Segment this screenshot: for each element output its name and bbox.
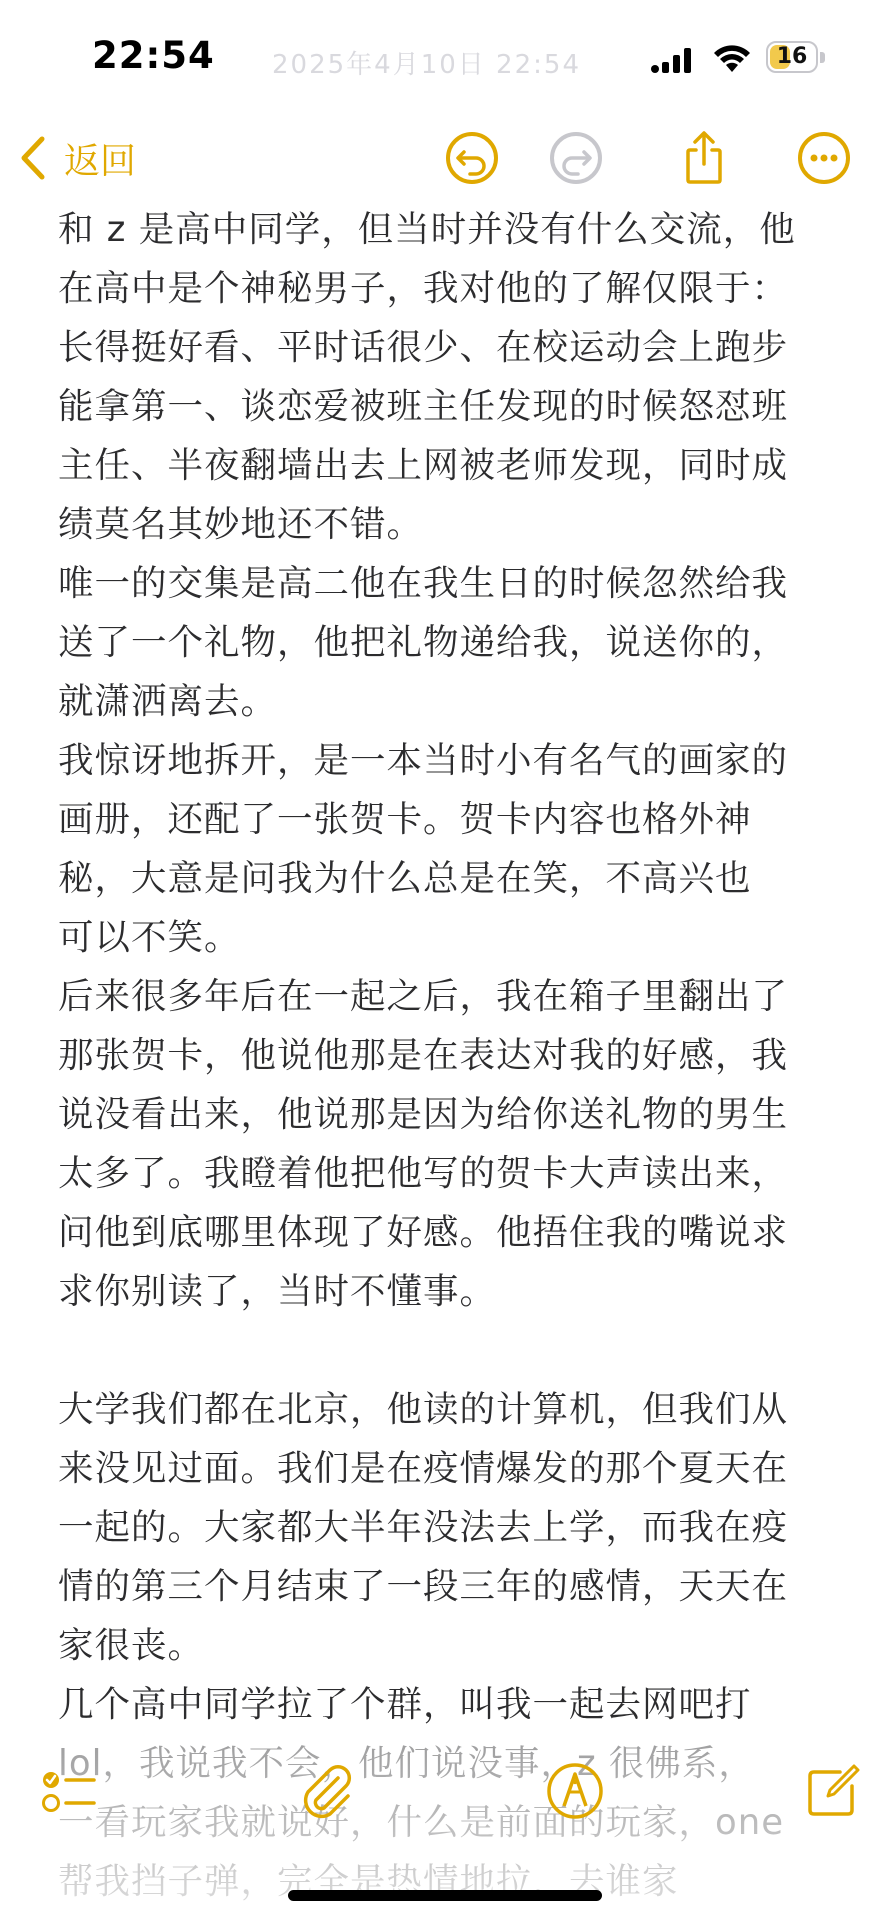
note-line: 就潇洒离去。 — [58, 681, 278, 722]
checklist-button[interactable] — [38, 1760, 100, 1822]
note-line — [58, 1321, 838, 1380]
status-bar — [0, 0, 887, 110]
redo-icon — [548, 130, 604, 186]
note-line: 在高中是个神秘男子，我对他的了解仅限于： — [58, 268, 789, 309]
paperclip-icon — [294, 1760, 356, 1822]
more-icon — [796, 130, 852, 186]
bottom-toolbar — [0, 1760, 887, 1830]
share-button[interactable] — [676, 130, 732, 186]
redo-button[interactable] — [548, 130, 604, 186]
note-line: 秘，大意是问我为什么总是在笑，不高兴也 — [58, 858, 752, 899]
note-line: 大学我们都在北京，他读的计算机，但我们从 — [58, 1389, 789, 1430]
note-line: 和 z 是高中同学，但当时并没有什么交流，他 — [58, 209, 796, 250]
back-button[interactable] — [16, 130, 136, 186]
note-line: 送了一个礼物，他把礼物递给我，说送你的， — [58, 622, 789, 663]
status-bar-background-text: 2025年4月10日 22:54 — [272, 50, 581, 80]
note-line: 绩莫名其妙地还不错。 — [58, 504, 424, 545]
attach-button[interactable] — [294, 1760, 356, 1822]
undo-button[interactable] — [444, 130, 500, 186]
chevron-left-icon — [16, 133, 50, 183]
navigation-bar — [0, 118, 887, 198]
note-line: 求你别读了，当时不懂事。 — [58, 1271, 497, 1312]
note-line: 家很丧。 — [58, 1625, 205, 1666]
compose-icon — [800, 1760, 862, 1822]
note-line: 说没看出来，他说那是因为给你送礼物的男生 — [58, 1094, 789, 1135]
markup-pen-icon — [544, 1760, 606, 1822]
battery-cap — [820, 52, 825, 63]
compose-button[interactable] — [800, 1760, 862, 1822]
share-icon — [676, 130, 732, 186]
more-button[interactable] — [796, 130, 852, 186]
undo-icon — [444, 130, 500, 186]
home-indicator[interactable] — [288, 1890, 602, 1901]
checklist-icon — [38, 1760, 100, 1822]
note-line: 那张贺卡，他说他那是在表达对我的好感，我 — [58, 1035, 789, 1076]
markup-button[interactable] — [544, 1760, 606, 1822]
note-line: 问他到底哪里体现了好感。他捂住我的嘴说求 — [58, 1212, 789, 1253]
battery-indicator — [766, 41, 828, 75]
battery-level: 16 — [776, 44, 808, 69]
note-line: 主任、半夜翻墙出去上网被老师发现，同时成 — [58, 445, 789, 486]
status-time: 22:54 — [92, 34, 215, 77]
note-line: 能拿第一、谈恋爱被班主任发现的时候怒怼班 — [58, 386, 789, 427]
note-line: 我惊讶地拆开，是一本当时小有名气的画家的 — [58, 740, 789, 781]
cellular-signal-icon — [650, 45, 696, 75]
note-line: 唯一的交集是高二他在我生日的时候忽然给我 — [58, 563, 789, 604]
note-line: 几个高中同学拉了个群，叫我一起去网吧打 — [58, 1684, 752, 1725]
note-line: 太多了。我瞪着他把他写的贺卡大声读出来， — [58, 1153, 789, 1194]
note-line: 后来很多年后在一起之后，我在箱子里翻出了 — [58, 976, 789, 1017]
note-line: 长得挺好看、平时话很少、在校运动会上跑步 — [58, 327, 789, 368]
note-line: 来没见过面。我们是在疫情爆发的那个夏天在 — [58, 1448, 789, 1489]
note-body[interactable] — [58, 200, 838, 1760]
back-label: 返回 — [64, 140, 137, 182]
note-line: 一起的。大家都大半年没法去上学，而我在疫 — [58, 1507, 789, 1548]
note-line: 画册，还配了一张贺卡。贺卡内容也格外神 — [58, 799, 752, 840]
note-line: 可以不笑。 — [58, 917, 241, 958]
wifi-icon — [712, 42, 752, 74]
note-line: 情的第三个月结束了一段三年的感情，天天在 — [58, 1566, 789, 1607]
